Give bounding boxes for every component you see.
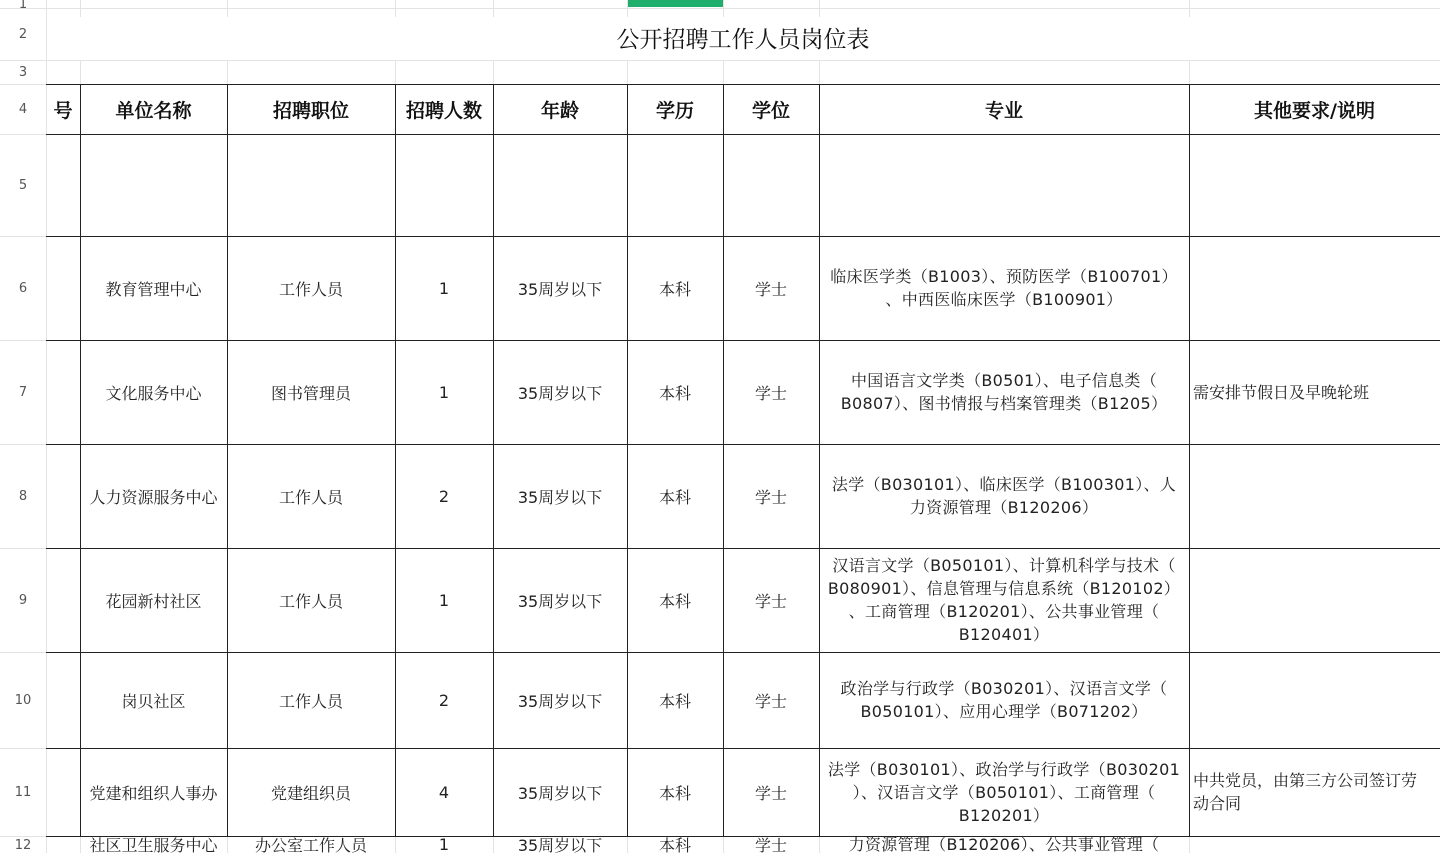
major-line: B080901）、信息管理与信息系统（B120102） (827, 579, 1181, 598)
other-line: 需安排节假日及早晚轮班 (1193, 382, 1370, 402)
col-gridline (493, 60, 494, 84)
column-header-unit[interactable]: 单位名称 (115, 99, 192, 122)
row-number[interactable]: 5 (18, 178, 28, 193)
table-cell-unit[interactable]: 党建和组织人事办 (89, 783, 218, 803)
table-cell-count[interactable]: 1 (438, 590, 450, 610)
major-lines (830, 265, 1178, 311)
major-line: 法学（B030101）、政治学与行政学（B030201 (827, 759, 1181, 779)
table-cell-count[interactable]: 2 (438, 690, 450, 710)
table-cell-major[interactable] (819, 444, 1189, 548)
table-cell-count[interactable]: 2 (438, 486, 450, 506)
table-cell-age[interactable]: 35周岁以下 (517, 487, 603, 507)
major-line: 力资源管理（B120206）、公共事业管理（ (848, 836, 1160, 853)
table-cell-education[interactable]: 本科 (658, 783, 691, 803)
table-cell-position[interactable]: 工作人员 (278, 591, 343, 611)
row-gridline (0, 60, 1440, 61)
col-gridline (395, 60, 396, 84)
table-cell-other[interactable] (1189, 836, 1440, 853)
major-line: B0807）、图书情报与档案管理类（B1205） (840, 394, 1168, 413)
col-gridline (627, 60, 628, 84)
row-number[interactable]: 4 (18, 102, 28, 117)
table-cell-other[interactable] (1189, 340, 1440, 444)
row-number[interactable]: 2 (18, 27, 28, 42)
table-title[interactable]: 公开招聘工作人员岗位表 (616, 26, 870, 53)
table-cell-degree[interactable]: 学士 (754, 279, 787, 299)
table-cell-other[interactable] (1189, 444, 1440, 548)
table-border-h (46, 134, 1440, 135)
table-cell-unit[interactable]: 花园新村社区 (105, 591, 202, 611)
row-number[interactable]: 11 (14, 785, 32, 800)
table-cell-degree[interactable]: 学士 (754, 836, 787, 853)
major-lines (828, 836, 1180, 853)
table-cell-position[interactable]: 工作人员 (278, 279, 343, 299)
major-lines (841, 677, 1168, 723)
col-gridline (819, 0, 820, 17)
column-header-position[interactable]: 招聘职位 (272, 99, 349, 122)
table-cell-age[interactable]: 35周岁以下 (517, 383, 603, 403)
col-gridline (80, 0, 81, 17)
col-gridline (80, 60, 81, 84)
row-number[interactable]: 9 (18, 593, 28, 608)
table-cell-position[interactable]: 工作人员 (278, 691, 343, 711)
table-cell-age[interactable]: 35周岁以下 (517, 591, 603, 611)
row-number[interactable]: 3 (18, 65, 28, 80)
major-line: B120401） (958, 625, 1050, 644)
table-cell-other[interactable] (1189, 236, 1440, 340)
major-line: 汉语言文学（B050101）、计算机科学与技术（ (832, 556, 1176, 575)
major-lines (828, 758, 1180, 827)
table-cell-major[interactable] (819, 548, 1189, 652)
major-line: 力资源管理（B120206） (909, 498, 1099, 517)
column-header-degree[interactable]: 学位 (751, 99, 790, 122)
table-cell-major[interactable] (819, 340, 1189, 444)
col-gridline (395, 0, 396, 17)
table-cell-education[interactable]: 本科 (658, 279, 691, 299)
table-cell-count[interactable]: 4 (438, 782, 450, 802)
column-header-other[interactable]: 其他要求/说明 (1254, 99, 1375, 122)
table-cell-position[interactable]: 党建组织员 (270, 783, 351, 803)
major-line: ）、汉语言文学（B050101）、工商管理（ (852, 782, 1156, 802)
major-line: 政治学与行政学（B030201）、汉语言文学（ (840, 679, 1168, 698)
col-gridline (1189, 60, 1190, 84)
other-line: 动合同 (1193, 794, 1242, 813)
column-header-count[interactable]: 招聘人数 (405, 99, 482, 122)
table-cell-degree[interactable]: 学士 (754, 691, 787, 711)
table-cell-age[interactable]: 35周岁以下 (517, 836, 603, 853)
col-gridline (627, 0, 628, 17)
table-cell-major[interactable] (819, 236, 1189, 340)
col-gridline (227, 60, 228, 84)
table-cell-unit[interactable]: 文化服务中心 (105, 383, 202, 403)
row-number[interactable]: 7 (18, 385, 28, 400)
col-gridline (723, 60, 724, 84)
row-gridline (0, 8, 1440, 9)
table-cell-education[interactable]: 本科 (658, 691, 691, 711)
major-line: B120201） (958, 805, 1050, 825)
col-gridline (819, 60, 820, 84)
major-line: 、工商管理（B120201）、公共事业管理（ (848, 602, 1160, 621)
other-lines (1193, 769, 1417, 815)
table-cell-age[interactable]: 35周岁以下 (517, 691, 603, 711)
table-cell-seq[interactable] (46, 340, 80, 444)
major-line: 法学（B030101）、临床医学（B100301）、人 (831, 475, 1177, 494)
other-line: 中共党员，由第三方公司签订劳 (1193, 771, 1418, 790)
major-line: B050101）、应用心理学（B071202） (860, 702, 1148, 721)
table-cell-unit[interactable]: 教育管理中心 (105, 279, 202, 299)
table-cell-seq[interactable] (46, 652, 80, 748)
table-cell-unit[interactable]: 社区卫生服务中心 (89, 836, 218, 853)
major-line: 、中西医临床医学（B100901） (885, 290, 1123, 309)
table-cell-seq[interactable] (46, 748, 80, 836)
table-cell-degree[interactable]: 学士 (754, 783, 787, 803)
row-number[interactable]: 8 (18, 489, 28, 504)
table-cell-education[interactable]: 本科 (658, 383, 691, 403)
table-cell-education[interactable]: 本科 (658, 591, 691, 611)
column-header-age[interactable]: 年龄 (540, 99, 579, 122)
table-cell-count[interactable]: 1 (438, 278, 450, 298)
col-gridline (493, 0, 494, 17)
table-cell-degree[interactable]: 学士 (754, 383, 787, 403)
table-cell-age[interactable]: 35周岁以下 (517, 279, 603, 299)
other-lines (1193, 381, 1369, 404)
table-cell-education[interactable]: 本科 (658, 487, 691, 507)
table-cell-other[interactable] (1189, 548, 1440, 652)
table-cell-degree[interactable]: 学士 (754, 487, 787, 507)
table-cell-degree[interactable]: 学士 (754, 591, 787, 611)
column-header-education[interactable]: 学历 (655, 99, 694, 122)
table-cell-position[interactable]: 办公室工作人员 (254, 836, 367, 853)
table-cell-seq[interactable] (46, 236, 80, 340)
table-cell-other[interactable] (1189, 652, 1440, 748)
row-number[interactable]: 10 (14, 693, 32, 708)
table-cell-count[interactable]: 1 (438, 382, 450, 402)
table-cell-seq[interactable] (46, 444, 80, 548)
table-cell-position[interactable]: 图书管理员 (270, 383, 351, 403)
row-number[interactable]: 1 (18, 0, 28, 12)
major-lines (832, 473, 1176, 519)
row-number[interactable]: 6 (18, 281, 28, 296)
major-lines (828, 554, 1180, 646)
table-cell-seq[interactable] (46, 548, 80, 652)
major-line: 中国语言文学类（B0501）、电子信息类（ (851, 371, 1157, 390)
table-cell-unit[interactable]: 岗贝社区 (121, 691, 186, 711)
column-header-seq[interactable]: 号 (53, 99, 73, 122)
col-gridline (1189, 0, 1190, 17)
major-lines (841, 369, 1168, 415)
table-cell-major[interactable] (819, 652, 1189, 748)
table-cell-unit[interactable]: 人力资源服务中心 (89, 487, 218, 507)
column-header-major[interactable]: 专业 (984, 99, 1023, 122)
table-cell-age[interactable]: 35周岁以下 (517, 783, 603, 803)
row-number[interactable]: 12 (14, 837, 32, 853)
table-cell-education[interactable]: 本科 (658, 836, 691, 853)
table-cell-position[interactable]: 工作人员 (278, 487, 343, 507)
col-gridline (723, 0, 724, 17)
table-cell-count[interactable]: 1 (438, 836, 450, 853)
table-cell-major[interactable] (819, 836, 1189, 853)
table-cell-major[interactable] (819, 748, 1189, 836)
active-column-indicator (627, 0, 723, 7)
major-line: 临床医学类（B1003）、预防医学（B100701） (830, 267, 1178, 286)
col-gridline (227, 0, 228, 17)
table-cell-other[interactable] (1189, 748, 1440, 836)
table-cell-seq[interactable] (46, 836, 80, 853)
